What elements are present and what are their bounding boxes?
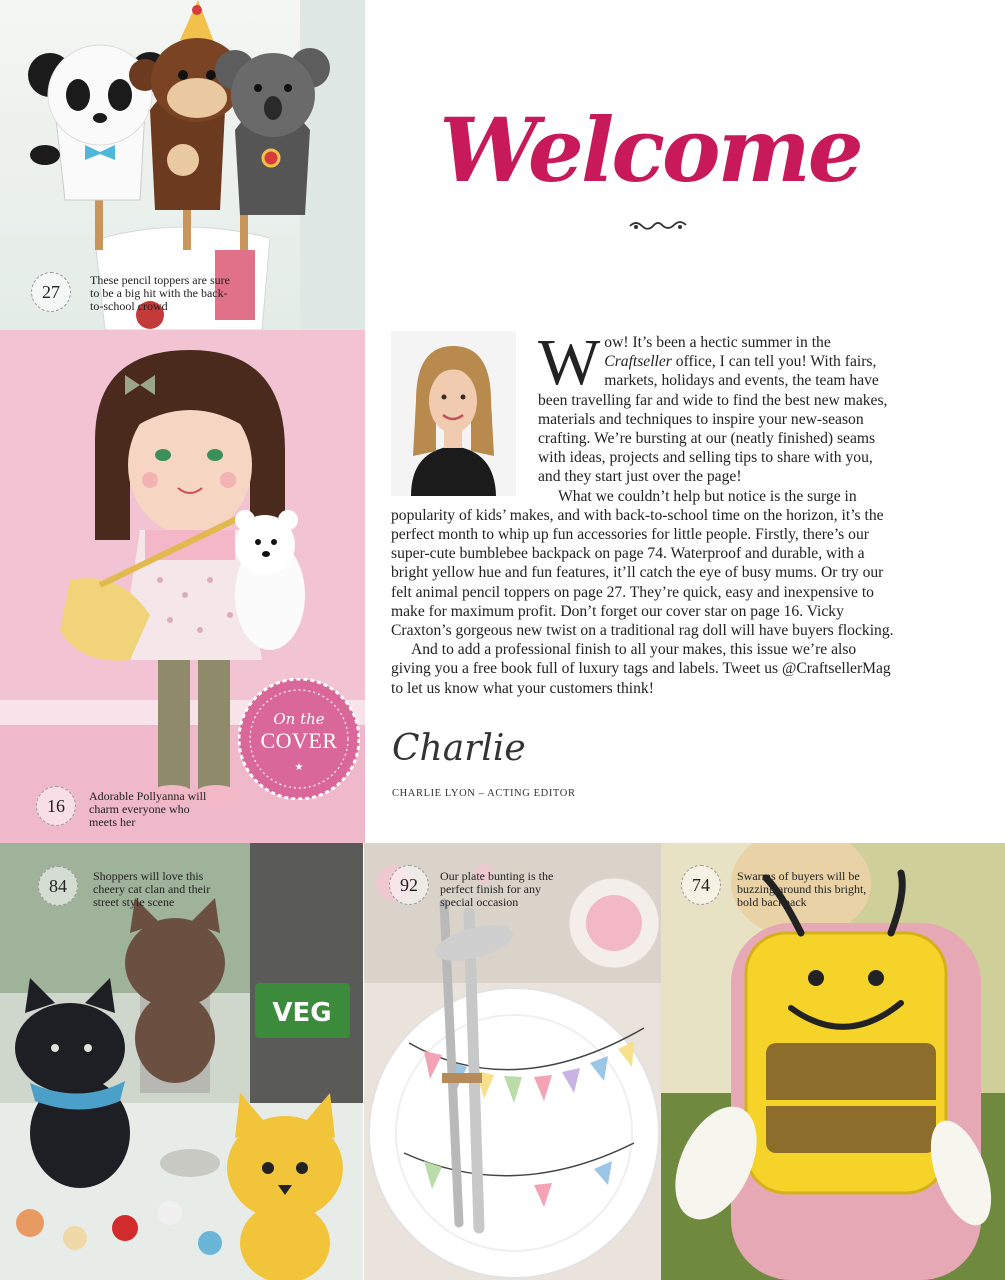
rag-doll-photo <box>0 330 365 843</box>
svg-text:★: ★ <box>294 762 304 773</box>
badge-line-2: COVER <box>260 728 338 753</box>
flourish-ornament-icon <box>628 218 688 232</box>
crochet-cats-photo <box>0 843 363 1280</box>
page-number-badge: 16 <box>36 786 76 826</box>
page-number-badge: 27 <box>31 272 71 312</box>
photo-caption: These pencil toppers are sure to be a big hit with the back-to-school crowd <box>90 273 230 313</box>
portrait-wrap-space <box>391 333 538 496</box>
paragraph-3: And to add a professional finish to all your makes, this issue we’re also giving you a free book full of luxury tags and labels. Tweet us @CraftsellerMag to let us know what your customers think! <box>391 641 891 697</box>
editor-signature: Charlie <box>392 728 526 769</box>
editorial-body <box>391 326 897 698</box>
photo-caption: Our plate bunting is the perfect finish for any special occasion <box>440 869 554 909</box>
paragraph-1-text-b: office, I can tell you! With fairs, markets, holidays and events, the team have been travelling far and wide to find the best new makes, materials and techniques to inspire your new-season crafting. We’re bursting at our (neatly finished) seams with ideas, projects and selling tips to share with you, and they start just over the page! <box>538 353 888 486</box>
photo-caption: Shoppers will love this cheery cat clan and their street style scene <box>93 869 211 909</box>
page-number-badge: 74 <box>681 865 721 905</box>
veg-sign-text: VEG <box>272 998 332 1028</box>
pencil-toppers-photo <box>0 0 365 330</box>
on-the-cover-badge <box>238 678 360 800</box>
page-number-badge: 92 <box>389 865 429 905</box>
page-title: Welcome <box>439 98 861 202</box>
drop-cap: W <box>538 326 601 399</box>
badge-line-1: On the <box>273 710 325 728</box>
editor-byline: CHARLIE LYON – ACTING EDITOR <box>392 788 576 799</box>
paragraph-1-text-a: ow! It’s been a hectic summer in the <box>604 334 831 351</box>
bee-backpack-photo <box>661 843 1005 1280</box>
plate-bunting-photo <box>364 843 661 1280</box>
photo-caption: Adorable Pollyanna will charm everyone who meets her <box>89 789 207 829</box>
photo-caption: Swarms of buyers will be buzzing around this bright, bold backpack <box>737 869 867 909</box>
magazine-name: Craftseller <box>604 353 672 371</box>
paragraph-2: What we couldn’t help but notice is the surge in popularity of kids’ makes, and with back-to-school time on the horizon, it’s the perfect month to whip up fun accessories for little people. Firstly, there’s our super-cute bumblebee backpack on page 74. Waterproof and durable, with a bright yellow hue and fun features, it’ll catch the eye of busy mums. Or try our felt animal pencil toppers on page 27. They’re quick, easy and inexpensive to make for maximum profit. Don’t forget our cover star on page 16. Vicky Craxton’s gorgeous new twist on a traditional rag doll will have buyers flocking. <box>391 487 894 640</box>
page-number-badge: 84 <box>38 866 78 906</box>
